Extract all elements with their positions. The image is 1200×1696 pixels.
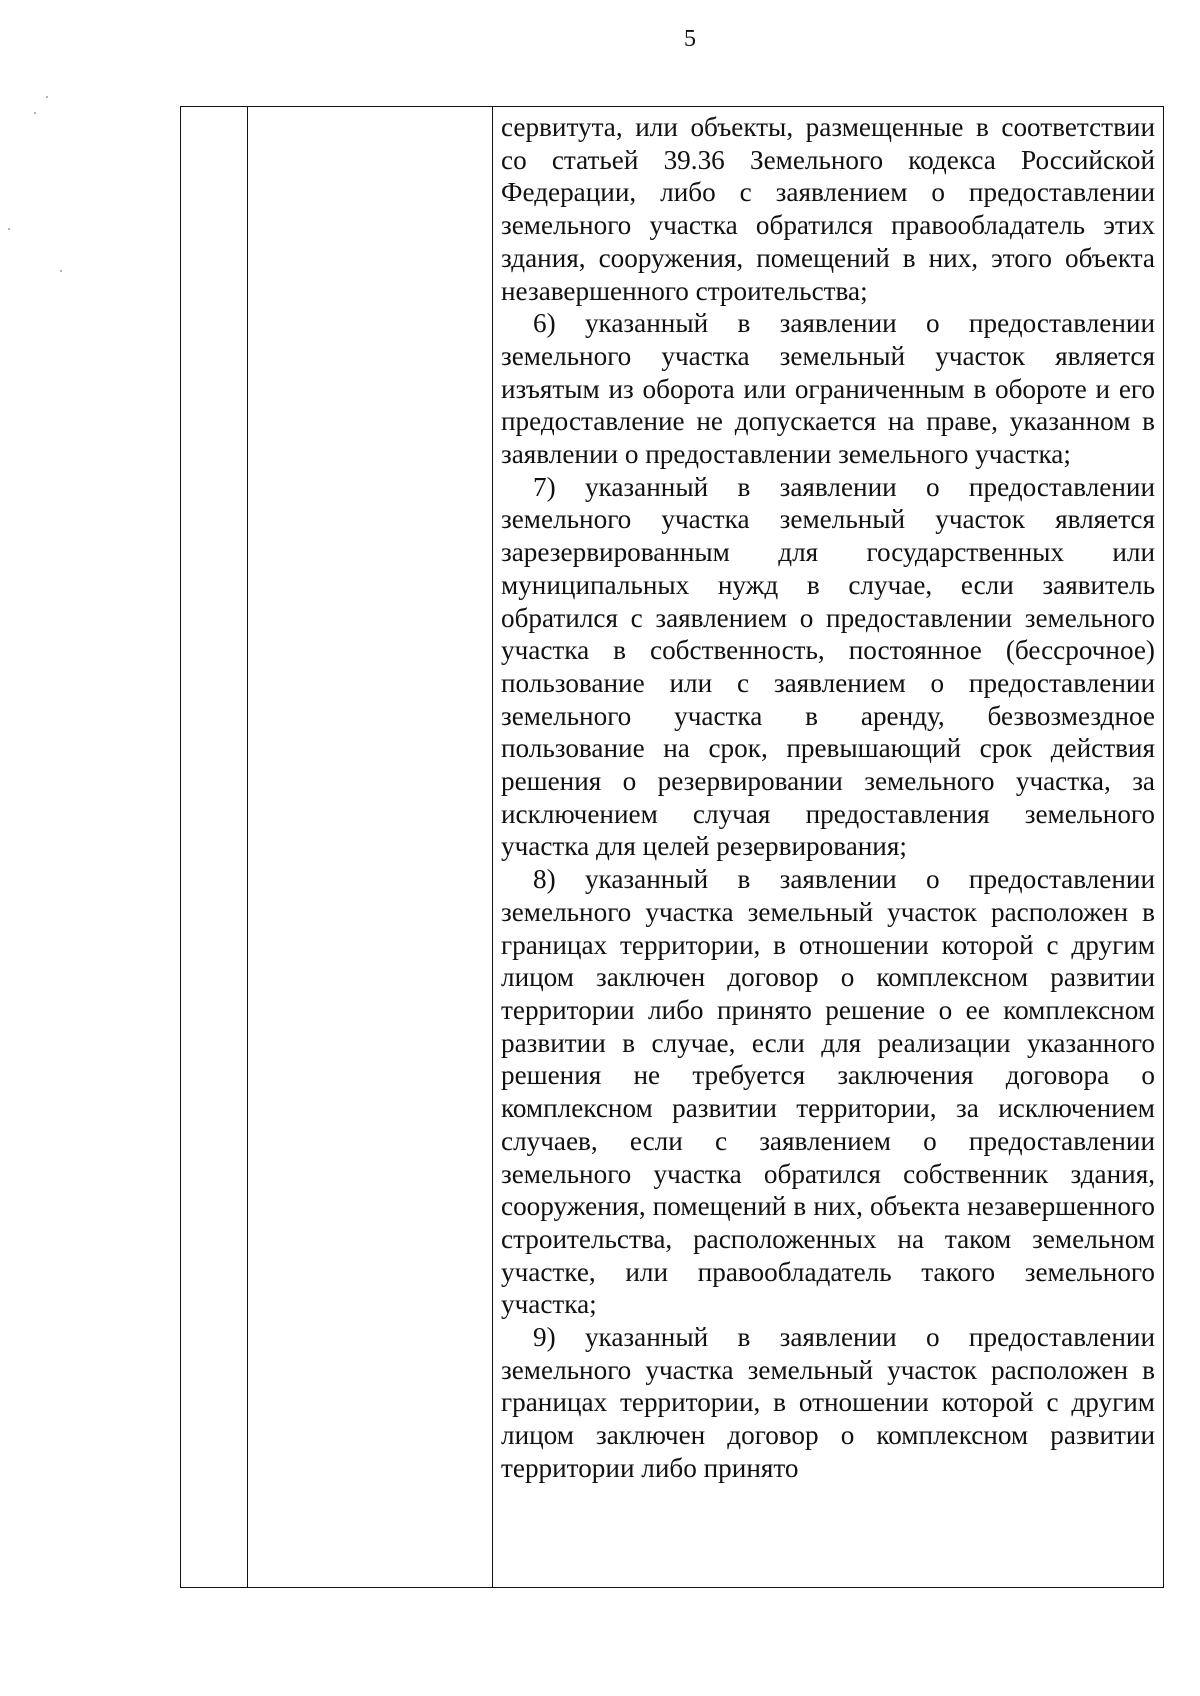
paragraph-item-7: 7) указанный в заявлении о предоставлении земельного участка земельный участок является зарезервированным для государственных или муниципальных нужд в случае, если заявитель обратился с заявлением о предоставлении земельного участка в собственность, постоянное (бессрочное) пользование или с заявлением о предоставлении земельного участка в аренду, безвозмездное пользование на срок, превышающий срок действия решения о резервировании земельного участка, за исключением случая предоставления земельного участка для целей резервирования; bbox=[501, 471, 1155, 862]
scan-speck bbox=[34, 112, 36, 114]
scan-speck bbox=[46, 96, 48, 98]
paragraph-item-6: 6) указанный в заявлении о предоставлении земельного участка земельный участок является изъятым из оборота или ограниченным в обороте и его предоставление не допускается на праве, указанном в заявлении о предоставлении земельного участка; bbox=[501, 308, 1155, 470]
table-cell-name bbox=[248, 107, 493, 1588]
document-table bbox=[180, 106, 1164, 1588]
paragraph-item-9: 9) указанный в заявлении о предоставлении земельного участка земельный участок расположен в границах территории, в отношении которой с другим лицом заключен договор о комплексном развитии территории либо принято bbox=[501, 1322, 1155, 1483]
paragraph-continuation: сервитута, или объекты, размещенные в соответствии со статьей 39.36 Земельного кодекса Российской Федерации, либо с заявлением о предоставлении земельного участка обратился правообладатель этих здания, сооружения, помещений в них, этого объекта незавершенного строительства; bbox=[501, 112, 1155, 306]
page-number: 5 bbox=[684, 26, 696, 52]
table-row bbox=[181, 107, 1164, 1588]
paragraph-item-8: 8) указанный в заявлении о предоставлении земельного участка земельный участок расположен в границах территории, в отношении которой с другим лицом заключен договор о комплексном развитии территории либо принято решение о ее комплексном развитии в случае, если для реализации указанного решения не требуется заключения договора о комплексном развитии территории, за исключением случаев, если с заявлением о предоставлении земельного участка обратился собственник здания, сооружения, помещений в них, объекта незавершенного строительства, расположенных на таком земельном участке, или правообладатель такого земельного участка; bbox=[501, 864, 1155, 1320]
cell-text bbox=[493, 107, 1163, 1485]
scan-speck bbox=[60, 270, 62, 272]
scan-speck bbox=[8, 228, 10, 230]
table-cell-number bbox=[181, 107, 248, 1588]
table-cell-content bbox=[493, 107, 1164, 1588]
